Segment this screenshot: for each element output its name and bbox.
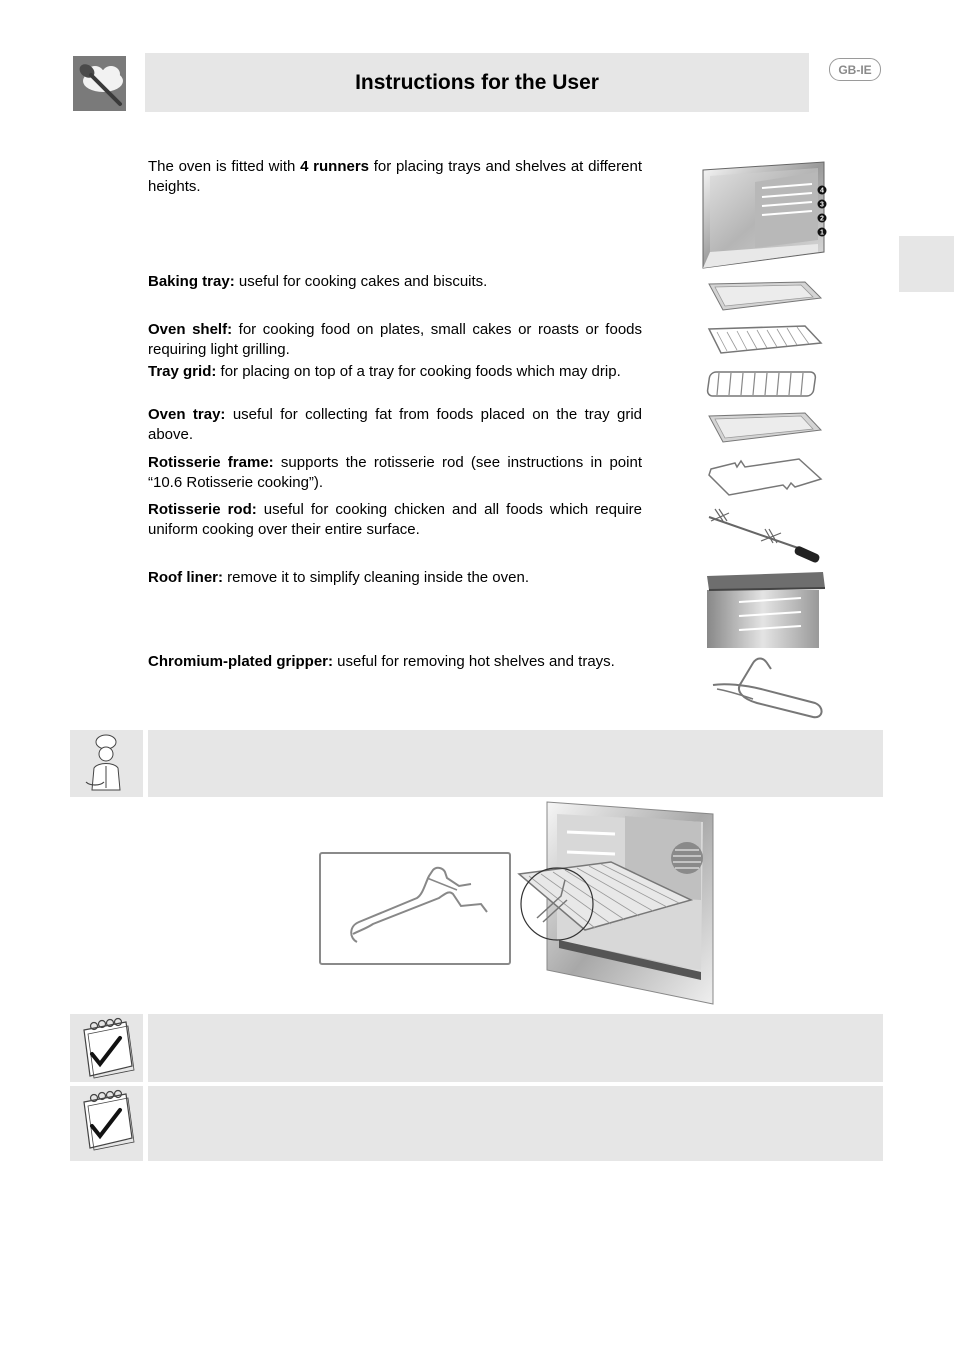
chef-note-band bbox=[148, 730, 883, 797]
runner-number-1: 1 bbox=[820, 229, 824, 237]
baking-tray-illustration bbox=[705, 280, 825, 315]
notepad-check-icon bbox=[70, 1086, 143, 1161]
page-title-band bbox=[145, 53, 809, 112]
note-band-2 bbox=[148, 1086, 883, 1161]
accessory-oven-tray: Oven tray: useful for collecting fat from foods placed on the tray grid above. bbox=[148, 406, 642, 443]
note-band-1 bbox=[148, 1014, 883, 1082]
runner-number-4: 4 bbox=[820, 187, 824, 195]
oven-shelf-illustration bbox=[705, 323, 825, 357]
runner-number-2: 2 bbox=[820, 215, 824, 223]
brand-logo bbox=[73, 56, 126, 111]
chef-icon-box bbox=[70, 730, 143, 797]
accessory-tray-grid: Tray grid: for placing on top of a tray for cooking foods which may drip. bbox=[148, 363, 621, 380]
gripper-illustration bbox=[705, 655, 827, 725]
gripper-detail-box bbox=[319, 852, 511, 965]
roof-liner-illustration bbox=[705, 572, 827, 650]
accessory-rotisserie-frame: Rotisserie frame: supports the rotisserie rod (see instructions in point “10.6 Rotisserie cooking”). bbox=[148, 454, 642, 491]
oven-tray-illustration bbox=[705, 410, 825, 448]
note-icon-box-1 bbox=[70, 1014, 143, 1082]
intro-bold: 4 runners bbox=[300, 158, 369, 175]
page-title: Instructions for the User bbox=[355, 70, 599, 94]
runner-number-3: 3 bbox=[820, 201, 824, 209]
accessory-roof-liner: Roof liner: remove it to simplify cleaning inside the oven. bbox=[148, 569, 529, 586]
side-tab bbox=[899, 236, 954, 292]
oven-gripper-usage-illustration bbox=[515, 800, 717, 1005]
chef-icon bbox=[70, 730, 143, 797]
rotisserie-rod-illustration bbox=[705, 503, 825, 565]
spoon-chef-hat-icon bbox=[73, 56, 126, 111]
intro-paragraph: The oven is fitted with 4 runners for placing trays and shelves at different heights. bbox=[148, 158, 642, 195]
note-icon-box-2 bbox=[70, 1086, 143, 1161]
oven-runners-illustration bbox=[700, 160, 830, 270]
accessory-baking-tray: Baking tray: useful for cooking cakes and biscuits. bbox=[148, 273, 488, 290]
language-badge: GB-IE bbox=[829, 58, 881, 81]
rotisserie-frame-illustration bbox=[705, 457, 825, 499]
accessory-rotisserie-rod: Rotisserie rod: useful for cooking chicken and all foods which require uniform cooking over their entire surface. bbox=[148, 501, 642, 538]
accessory-gripper: Chromium-plated gripper: useful for removing hot shelves and trays. bbox=[148, 653, 615, 670]
tray-grid-illustration bbox=[705, 366, 825, 402]
accessory-oven-shelf: Oven shelf: for cooking food on plates, small cakes or roasts or foods requiring light grilling. bbox=[148, 321, 643, 358]
gripper-detail-illustration bbox=[321, 854, 509, 963]
notepad-check-icon bbox=[70, 1014, 143, 1082]
